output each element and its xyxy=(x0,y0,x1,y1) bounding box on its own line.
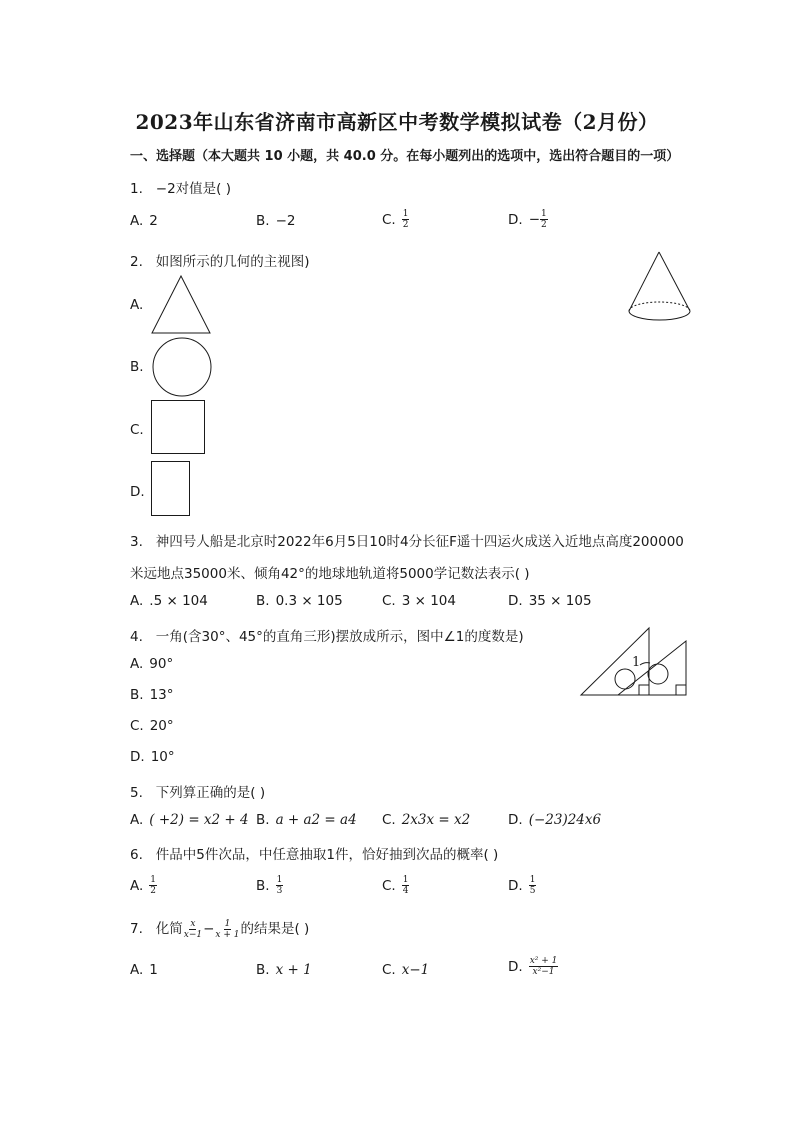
question-text: 下列算正确的是( ) xyxy=(155,785,266,801)
question-text: 一角(含30°、45°的直角三形)摆放成所示，图中∠1的度数是) xyxy=(155,629,524,645)
option-label: D. xyxy=(508,812,523,828)
option-value: (−23)24x6 xyxy=(528,812,602,828)
q6-option-d[interactable] xyxy=(508,875,536,896)
question-number: 6. xyxy=(130,847,143,863)
set-square-figure xyxy=(578,625,694,699)
option-value: 13° xyxy=(149,687,174,703)
question-text: 件品中5件次品，中任意抽取1件，恰好抽到次品的概率( ) xyxy=(155,847,499,863)
option-value: −2 xyxy=(275,213,296,229)
fraction: $\frac{1}{3}$ xyxy=(276,875,283,896)
q3-option-a[interactable] xyxy=(130,593,208,609)
option-label: B. xyxy=(256,213,270,229)
question-text: 化简 xyxy=(155,921,183,937)
option-label: D. xyxy=(508,211,523,228)
q3-option-c[interactable] xyxy=(382,593,456,609)
circle-shape xyxy=(150,336,214,398)
option-label: D. xyxy=(508,593,523,609)
q2-option-a[interactable] xyxy=(130,297,143,313)
question-text: 的结果是( ) xyxy=(240,921,310,937)
option-label: A. xyxy=(130,812,144,828)
q5-option-b[interactable] xyxy=(256,812,357,828)
q5-option-d[interactable] xyxy=(508,812,601,828)
q3-option-d[interactable] xyxy=(508,593,592,609)
cone-figure xyxy=(626,250,696,322)
option-value: 2 xyxy=(149,213,158,229)
option-value: ( +2) = x2 + 4 xyxy=(149,812,249,828)
q7-option-b[interactable] xyxy=(256,962,312,978)
option-label: B. xyxy=(256,877,270,894)
option-label: C. xyxy=(382,877,396,894)
option-label: B. xyxy=(256,593,270,609)
q6-option-b[interactable] xyxy=(256,875,283,896)
option-value: x + 1 xyxy=(275,962,312,978)
question-5 xyxy=(130,781,265,801)
question-4 xyxy=(130,625,524,645)
fraction: $\frac{1}{4}$ xyxy=(402,875,409,896)
option-label: A. xyxy=(130,962,144,978)
option-value: 35 × 105 xyxy=(528,593,592,609)
question-number: 2. xyxy=(130,254,143,270)
option-label: D. xyxy=(508,958,523,975)
q4-option-b[interactable] xyxy=(130,687,174,703)
q7-option-a[interactable] xyxy=(130,962,158,978)
option-value: 90° xyxy=(149,656,174,672)
q7-option-c[interactable] xyxy=(382,962,429,978)
q5-option-c[interactable] xyxy=(382,812,470,828)
question-number: 1. xyxy=(130,181,143,197)
option-label: A. xyxy=(130,593,144,609)
option-label: C. xyxy=(382,211,396,228)
q3-option-b[interactable] xyxy=(256,593,343,609)
option-value: 3 × 104 xyxy=(401,593,456,609)
option-label: B. xyxy=(256,812,270,828)
q1-option-d[interactable]: D. − $\frac{1}{2}$ xyxy=(508,209,547,230)
option-value: a + a2 = a4 xyxy=(275,812,357,828)
question-text: 神四号人船是北京时2022年6月5日10时4分长征F遥十四运火成送入近地点高度200000 xyxy=(155,534,684,550)
q1-option-b[interactable] xyxy=(256,213,295,229)
angle-label: 1 xyxy=(632,655,641,670)
option-value: 10° xyxy=(150,749,175,765)
question-7: 7. 化简 $\frac{x}{x-1}$ − $\frac{1}{x + 1}$ 的结果是( ) xyxy=(130,918,310,940)
triangle-shape xyxy=(150,274,214,336)
q1-option-a[interactable] xyxy=(130,213,158,229)
q4-option-c[interactable] xyxy=(130,718,174,734)
option-label: C. xyxy=(382,962,396,978)
question-3 xyxy=(130,530,684,550)
option-label: A. xyxy=(130,656,144,672)
fraction: $\frac{1}{5}$ xyxy=(529,875,536,896)
option-value: x−1 xyxy=(401,962,430,978)
square-shape xyxy=(150,399,208,457)
question-text: −2对值是( ) xyxy=(155,181,231,197)
section-heading: 一、选择题（本大题共 10 小题，共 40.0 分。在每小题列出的选项中，选出符合题目的一项） xyxy=(130,149,680,164)
option-label: D. xyxy=(508,877,523,894)
option-value: 1 xyxy=(149,962,158,978)
q7-option-d[interactable] xyxy=(508,956,558,977)
fraction: $\frac{1}{2}$ xyxy=(150,875,157,896)
q4-option-d[interactable] xyxy=(130,749,175,765)
question-2 xyxy=(130,250,310,270)
option-label: B. xyxy=(130,359,144,375)
question-number: 7. xyxy=(130,921,143,937)
option-label: D. xyxy=(130,484,145,500)
q2-option-c[interactable] xyxy=(130,422,144,438)
fraction: $\frac{1}{2}$ xyxy=(541,209,547,230)
option-label: C. xyxy=(130,422,144,438)
q1-option-c[interactable] xyxy=(382,209,409,230)
fraction: $\frac{x}{x-1}$ xyxy=(183,918,203,940)
fraction: $\frac{1}{x + 1}$ xyxy=(215,918,240,940)
option-label: C. xyxy=(382,812,396,828)
q6-option-a[interactable] xyxy=(130,875,157,896)
question-number: 3. xyxy=(130,534,143,550)
option-value: 20° xyxy=(149,718,174,734)
option-label: C. xyxy=(130,718,144,734)
q2-option-d[interactable] xyxy=(130,484,145,500)
option-label: A. xyxy=(130,297,144,313)
fraction: $\frac{\text{x² + 1}}{\text{x²−1}}$ xyxy=(529,956,558,977)
q6-option-c[interactable] xyxy=(382,875,409,896)
option-label: D. xyxy=(130,749,145,765)
page-title: 2023年山东省济南市高新区中考数学模拟试卷（2月份） xyxy=(135,110,659,134)
question-6 xyxy=(130,843,498,863)
q5-option-a[interactable] xyxy=(130,812,249,828)
option-label: C. xyxy=(382,593,396,609)
question-number: 4. xyxy=(130,629,143,645)
option-value: 2x3x = x2 xyxy=(401,812,471,828)
question-1 xyxy=(130,177,231,197)
q4-option-a[interactable] xyxy=(130,656,173,672)
option-value: 0.3 × 105 xyxy=(275,593,343,609)
option-label: B. xyxy=(130,687,144,703)
option-label: A. xyxy=(130,877,144,894)
fraction: $\frac{1}{2}$ xyxy=(402,209,409,230)
option-value: .5 × 104 xyxy=(149,593,208,609)
option-label: B. xyxy=(256,962,270,978)
question-number: 5. xyxy=(130,785,143,801)
question-text: 如图所示的几何的主视图) xyxy=(155,254,310,270)
option-label: A. xyxy=(130,213,144,229)
q2-option-b[interactable] xyxy=(130,359,144,375)
rectangle-shape xyxy=(150,460,194,518)
question-3-line-2: 米远地点35000米、倾角42°的地球地轨道将5000学记数法表示( ) xyxy=(130,566,530,582)
